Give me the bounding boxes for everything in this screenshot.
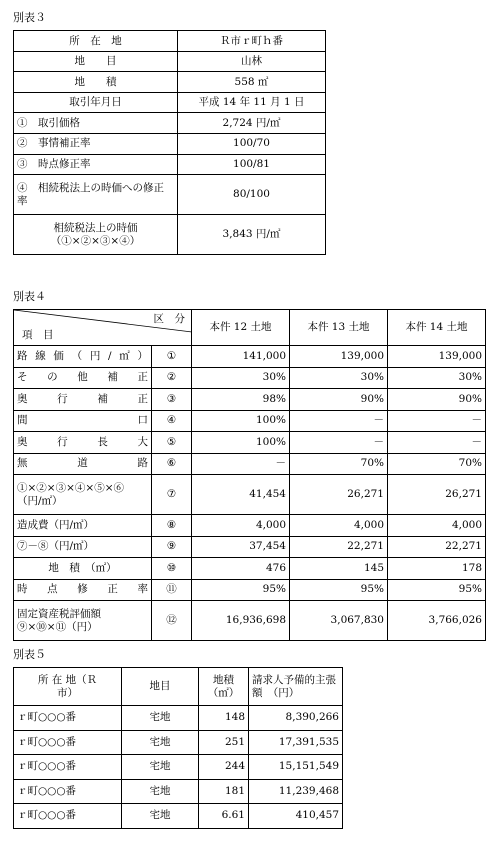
table-row <box>14 755 343 780</box>
corner-bottom-label: 項 目 <box>22 329 54 342</box>
table3-caption: 別表３ <box>13 11 46 24</box>
table-row <box>14 804 343 829</box>
t4-label: 路線価（円/㎡） <box>14 346 152 368</box>
t5-location: ｒ町○○○番 <box>14 779 122 804</box>
t5-type: 宅地 <box>122 706 199 731</box>
table-row <box>14 730 343 755</box>
t3-label: 地 目 <box>14 51 178 72</box>
t5-type: 宅地 <box>122 779 199 804</box>
t4-num: ⑨ <box>152 536 192 558</box>
t5-type: 宅地 <box>122 804 199 829</box>
t4-num: ⑤ <box>152 432 192 454</box>
table-row <box>14 453 486 475</box>
t4-value: － <box>192 453 290 475</box>
t4-label: 時点修正率 <box>14 579 152 601</box>
t4-label: ⑦－⑧（円/㎡） <box>14 536 152 558</box>
table4-header <box>14 310 486 346</box>
t4-value: 4,000 <box>290 515 388 537</box>
table-row <box>14 432 486 454</box>
t4-value: 22,271 <box>388 536 486 558</box>
table-row <box>14 536 486 558</box>
t3-label: 所 在 地 <box>14 31 178 52</box>
t4-value: 98% <box>192 389 290 411</box>
column-header: 本件 12 土地 <box>192 310 290 346</box>
t4-num: ⑪ <box>152 579 192 601</box>
t4-value: － <box>388 410 486 432</box>
t3-value: 3,843 円/㎡ <box>178 215 326 255</box>
t3-value: 平成 14 年 11 月 1 日 <box>178 92 326 113</box>
t4-value: 145 <box>290 558 388 580</box>
table-row <box>14 515 486 537</box>
t4-value: 90% <box>290 389 388 411</box>
table-row <box>14 92 326 113</box>
t3-label: 地 積 <box>14 72 178 93</box>
t4-value: 70% <box>388 453 486 475</box>
column-header: 本件 14 土地 <box>388 310 486 346</box>
t4-value: 30% <box>290 367 388 389</box>
t3-value: 2,724 円/㎡ <box>178 113 326 134</box>
t5-amount: 11,239,468 <box>249 779 343 804</box>
t5-amount: 410,457 <box>249 804 343 829</box>
table-row <box>14 51 326 72</box>
t4-label: 奥行補正 <box>14 389 152 411</box>
corner-top-label: 区 分 <box>153 313 185 325</box>
t5-area: 251 <box>199 730 249 755</box>
t5-type: 宅地 <box>122 755 199 780</box>
column-header: 請求人予備的主張額 （円） <box>249 668 343 706</box>
t5-location: ｒ町○○○番 <box>14 706 122 731</box>
t4-value: － <box>290 410 388 432</box>
t4-value: 4,000 <box>388 515 486 537</box>
t4-value: 41,454 <box>192 475 290 515</box>
table4-caption: 別表４ <box>13 290 46 303</box>
t3-value: 80/100 <box>178 175 326 215</box>
t5-area: 148 <box>199 706 249 731</box>
t3-value: 山林 <box>178 51 326 72</box>
column-header: 本件 13 土地 <box>290 310 388 346</box>
column-header: 所 在 地（Ｒ市） <box>14 668 122 706</box>
t4-value: 26,271 <box>290 475 388 515</box>
t4-num: ⑩ <box>152 558 192 580</box>
t5-type: 宅地 <box>122 730 199 755</box>
t4-value: 3,766,026 <box>388 601 486 641</box>
table-row <box>14 154 326 175</box>
t4-value: 100% <box>192 410 290 432</box>
t4-value: 476 <box>192 558 290 580</box>
t5-location: ｒ町○○○番 <box>14 755 122 780</box>
t5-amount: 17,391,535 <box>249 730 343 755</box>
t4-value: 95% <box>290 579 388 601</box>
t4-value: 178 <box>388 558 486 580</box>
t4-value: 139,000 <box>388 346 486 368</box>
table-row <box>14 558 486 580</box>
t4-label: その他補正 <box>14 367 152 389</box>
table-row <box>14 31 326 52</box>
t5-amount: 15,151,549 <box>249 755 343 780</box>
t5-location: ｒ町○○○番 <box>14 730 122 755</box>
table-row <box>14 346 486 368</box>
t5-area: 181 <box>199 779 249 804</box>
t3-label: 相続税法上の時価（①×②×③×④） <box>14 215 178 255</box>
table5-caption: 別表５ <box>13 648 46 661</box>
t3-label: ① 取引価格 <box>14 113 178 134</box>
table-row <box>14 389 486 411</box>
t4-num: ⑦ <box>152 475 192 515</box>
table-row <box>14 72 326 93</box>
t4-value: 70% <box>290 453 388 475</box>
t3-value: 100/81 <box>178 154 326 175</box>
t4-value: 100% <box>192 432 290 454</box>
t4-value: 95% <box>388 579 486 601</box>
t4-num: ④ <box>152 410 192 432</box>
t4-num: ② <box>152 367 192 389</box>
table4-corner <box>14 310 192 346</box>
table-row <box>14 113 326 134</box>
t5-area: 244 <box>199 755 249 780</box>
t3-label: 取引年月日 <box>14 92 178 113</box>
t4-value: 16,936,698 <box>192 601 290 641</box>
table5 <box>13 667 343 829</box>
t4-value: 141,000 <box>192 346 290 368</box>
t4-label: 固定資産税評価額⑨×⑩×⑪（円） <box>14 601 152 641</box>
t4-value: 30% <box>192 367 290 389</box>
table-row <box>14 215 326 255</box>
t4-num: ⑥ <box>152 453 192 475</box>
table-row <box>14 779 343 804</box>
t4-value: 37,454 <box>192 536 290 558</box>
t3-value: 558 ㎡ <box>178 72 326 93</box>
t4-value: 22,271 <box>290 536 388 558</box>
table-row <box>14 475 486 515</box>
t4-value: 3,067,830 <box>290 601 388 641</box>
t3-label: ③ 時点修正率 <box>14 154 178 175</box>
t4-value: 26,271 <box>388 475 486 515</box>
t4-value: 139,000 <box>290 346 388 368</box>
t3-value: 100/70 <box>178 133 326 154</box>
t4-label: 無道路 <box>14 453 152 475</box>
t4-label: 奥行長大 <box>14 432 152 454</box>
t4-label: ①×②×③×④×⑤×⑥（円/㎡） <box>14 475 152 515</box>
t4-value: 30% <box>388 367 486 389</box>
t4-num: ③ <box>152 389 192 411</box>
t3-value: Ｒ市ｒ町ｈ番 <box>178 31 326 52</box>
table-row <box>14 579 486 601</box>
t4-value: 95% <box>192 579 290 601</box>
table4 <box>13 309 486 641</box>
t5-location: ｒ町○○○番 <box>14 804 122 829</box>
table-row <box>14 133 326 154</box>
table-row <box>14 410 486 432</box>
table5-header <box>14 668 343 706</box>
t4-label: 造成費（円/㎡） <box>14 515 152 537</box>
column-header: 地目 <box>122 668 199 706</box>
table3 <box>13 30 326 255</box>
t4-value: 4,000 <box>192 515 290 537</box>
t4-value: 90% <box>388 389 486 411</box>
table-row <box>14 706 343 731</box>
t4-label: 地 積 （㎡） <box>14 558 152 580</box>
table-row <box>14 175 326 215</box>
t3-label: ② 事情補正率 <box>14 133 178 154</box>
t5-area: 6.61 <box>199 804 249 829</box>
column-header: 地積（㎡） <box>199 668 249 706</box>
t4-value: － <box>388 432 486 454</box>
table-row <box>14 367 486 389</box>
t4-num: ⑧ <box>152 515 192 537</box>
t3-label: ④ 相続税法上の時価への修正率 <box>14 175 178 215</box>
t4-value: － <box>290 432 388 454</box>
t5-amount: 8,390,266 <box>249 706 343 731</box>
t4-num: ① <box>152 346 192 368</box>
t4-num: ⑫ <box>152 601 192 641</box>
table-row <box>14 601 486 641</box>
t4-label: 間口 <box>14 410 152 432</box>
